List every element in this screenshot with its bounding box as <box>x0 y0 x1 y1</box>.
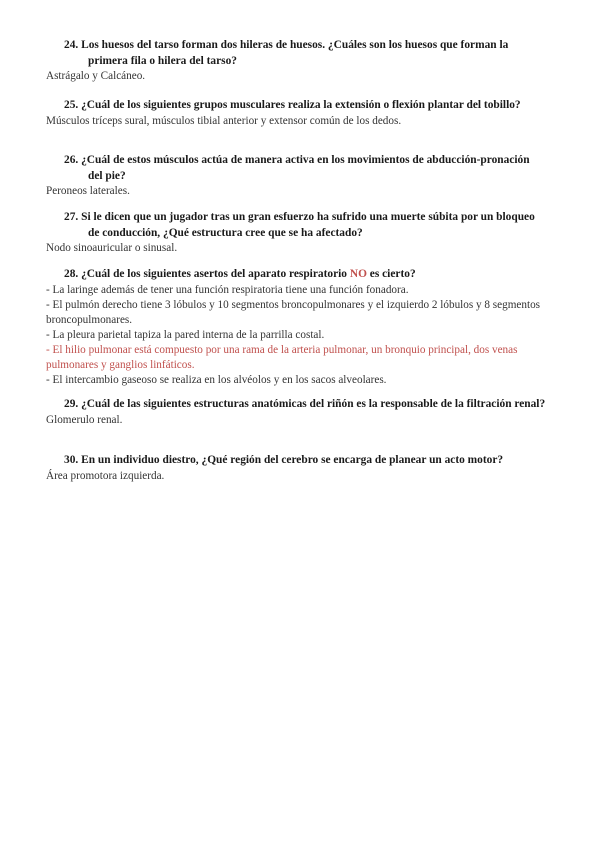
question-number: 30. <box>64 454 79 466</box>
option-1: - La laringe además de tener una función respiratoria tiene una función fonadora. <box>46 283 409 296</box>
question-27 <box>46 210 546 241</box>
highlight-no: NO <box>349 268 367 280</box>
question-number: 24. <box>64 39 79 51</box>
option-5: - El intercambio gaseoso se realiza en los alvéolos y en los sacos alveolares. <box>46 373 387 386</box>
answer-29: Glomerulo renal. <box>46 413 123 426</box>
question-24 <box>46 38 546 69</box>
question-block-29 <box>46 397 546 428</box>
question-text: Si le dicen que un jugador tras un gran esfuerzo ha sufrido una muerte súbita por un bloqueo de conducción, ¿Qué estructura cree que se ha afectado? <box>81 211 535 239</box>
question-block-30 <box>46 453 546 484</box>
question-number: 27. <box>64 211 79 223</box>
option-4-correct: - El hilio pulmonar está compuesto por una rama de la arteria pulmonar, un bronquio principal, dos venas pulmonares y ganglios linfáticos. <box>46 343 518 371</box>
question-text-after: es cierto? <box>366 268 416 280</box>
answer-25: Músculos tríceps sural, músculos tibial anterior y extensor común de los dedos. <box>46 114 402 127</box>
question-text-before: ¿Cuál de los siguientes asertos del aparato respiratorio <box>81 268 350 280</box>
question-number: 25. <box>64 99 79 111</box>
question-text: Los huesos del tarso forman dos hileras de huesos. ¿Cuáles son los huesos que forman la primera fila o hilera del tarso? <box>81 39 509 67</box>
option-3: - La pleura parietal tapiza la pared interna de la parrilla costal. <box>46 328 325 341</box>
question-number: 28. <box>64 268 79 280</box>
question-block-25 <box>46 98 546 129</box>
question-block-28 <box>46 267 546 388</box>
question-28 <box>46 267 546 283</box>
question-number: 29. <box>64 398 79 410</box>
question-text: En un individuo diestro, ¿Qué región del cerebro se encarga de planear un acto motor? <box>81 454 504 466</box>
question-25 <box>46 98 546 114</box>
answer-24: Astrágalo y Calcáneo. <box>46 70 146 82</box>
question-26 <box>46 153 546 184</box>
question-30 <box>46 453 546 469</box>
question-text: ¿Cuál de estos músculos actúa de manera activa en los movimientos de abducción-pronación del pie? <box>81 154 530 182</box>
question-number: 26. <box>64 154 79 166</box>
answer-26: Peroneos laterales. <box>46 185 130 197</box>
question-text: ¿Cuál de las siguientes estructuras anatómicas del riñón es la responsable de la filtración renal? <box>81 398 546 410</box>
answer-30: Área promotora izquierda. <box>46 469 165 482</box>
answer-27: Nodo sinoauricular o sinusal. <box>46 242 178 254</box>
question-text: ¿Cuál de los siguientes grupos musculares realiza la extensión o flexión plantar del tobillo? <box>81 99 521 111</box>
question-block-26 <box>46 153 546 199</box>
question-block-24 <box>46 38 546 84</box>
question-block-27 <box>46 210 546 256</box>
question-29 <box>46 397 546 413</box>
option-2: - El pulmón derecho tiene 3 lóbulos y 10 segmentos broncopulmonares y el izquierdo 2 lóbulos y 8 segmentos broncopulmonares. <box>46 298 541 326</box>
